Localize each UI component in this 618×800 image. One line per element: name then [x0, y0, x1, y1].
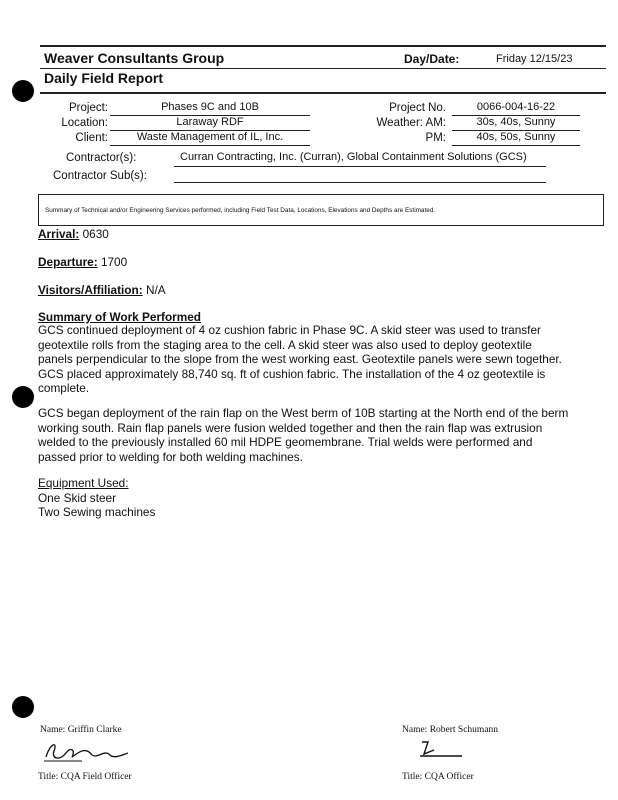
departure-line — [38, 255, 127, 270]
equipment-item: Two Sewing machines — [38, 505, 156, 520]
summary-box-text: Summary of Technical and/or Engineering Services performed, including Field Test Data, Locations, Elevations and Depths are Estimated. — [45, 207, 436, 214]
location-value: Laraway RDF — [176, 116, 244, 128]
summary-box — [38, 194, 604, 226]
header-mid-rule — [40, 68, 606, 69]
work-p2-line: welded to the previously installed 60 mil HDPE geomembrane. Trial welds were performed and — [38, 435, 533, 450]
contractors-value: Curran Contracting, Inc. (Curran), Global Containment Solutions (GCS) — [180, 151, 527, 163]
visitors-value: N/A — [145, 283, 166, 297]
work-paragraph-2 — [38, 406, 608, 464]
work-p1-line: GCS continued deployment of 4 oz cushion fabric in Phase 9C. A skid steer was used to transfer — [38, 323, 541, 337]
contractors-underline — [174, 166, 546, 167]
right-signer-title: Title: CQA Officer — [402, 772, 474, 782]
work-p2-line: passed prior to welding for both welding machines. — [38, 449, 303, 464]
right-signer-name: Name: Robert Schumann — [402, 725, 499, 735]
day-date-value: Friday 12/15/23 — [496, 53, 573, 65]
arrival-label: Arrival: — [38, 227, 80, 241]
departure-label: Departure: — [38, 255, 98, 269]
work-p1-line: complete. — [38, 381, 90, 396]
header-bottom-rule — [40, 92, 606, 94]
left-signer-title: Title: CQA Field Officer — [38, 772, 132, 782]
company-name: Weaver Consultants Group — [44, 50, 225, 66]
arrival-line — [38, 227, 109, 242]
work-p1-line: geotextile rolls from the staging area to the cell. A skid steer was also used to deploy geotextile — [38, 337, 532, 352]
project-no-label: Project No. — [389, 102, 446, 114]
hole-punch-bottom — [12, 696, 34, 718]
equipment-item: One Skid steer — [38, 490, 117, 505]
work-heading: Summary of Work Performed — [38, 310, 202, 324]
right-signature — [416, 738, 466, 762]
contractor-subs-label: Contractor Sub(s): — [53, 170, 147, 182]
contractor-subs-underline — [174, 182, 546, 183]
header-top-rule — [40, 45, 606, 47]
contractors-label: Contractor(s): — [66, 152, 137, 164]
project-label: Project: — [69, 102, 108, 114]
weather-pm-underline — [452, 145, 580, 146]
project-no-value: 0066-004-16-22 — [476, 101, 556, 113]
location-label: Location: — [61, 117, 108, 129]
hole-punch-top — [12, 80, 34, 102]
weather-pm-value: 40s, 50s, Sunny — [476, 131, 556, 143]
weather-am-value: 30s, 40s, Sunny — [476, 116, 556, 128]
work-p1-line: panels perpendicular to the slope from the west working east. Geotextile panels were sewn together. — [38, 352, 562, 367]
arrival-value: 0630 — [82, 227, 109, 241]
client-value: Waste Management of IL, Inc. — [136, 131, 284, 143]
client-underline — [110, 145, 310, 146]
work-p2-line: working south. Rain flap panels were fusion welded together and then the rain flap was extrusion — [38, 420, 543, 435]
departure-value: 1700 — [100, 255, 128, 269]
project-value: Phases 9C and 10B — [161, 101, 259, 113]
report-title: Daily Field Report — [44, 70, 164, 86]
work-p1-line: GCS placed approximately 88,740 sq. ft of cushion fabric. The installation of the 4 oz geotextile is — [38, 366, 546, 381]
weather-am-label: Weather: AM: — [376, 117, 446, 129]
visitors-line — [38, 283, 166, 298]
left-signature — [42, 737, 132, 765]
equipment-section — [38, 476, 155, 520]
work-p2-line: GCS began deployment of the rain flap on the West berm of 10B starting at the North end of the berm — [38, 406, 569, 420]
work-paragraph-1 — [38, 323, 598, 396]
day-date-label: Day/Date: — [404, 52, 460, 66]
equipment-heading: Equipment Used: — [38, 476, 129, 490]
client-label: Client: — [75, 132, 108, 144]
left-signer-name: Name: Griffin Clarke — [40, 725, 122, 735]
hole-punch-middle — [12, 386, 34, 408]
weather-pm-label: PM: — [425, 132, 446, 144]
visitors-label: Visitors/Affiliation: — [38, 283, 143, 297]
